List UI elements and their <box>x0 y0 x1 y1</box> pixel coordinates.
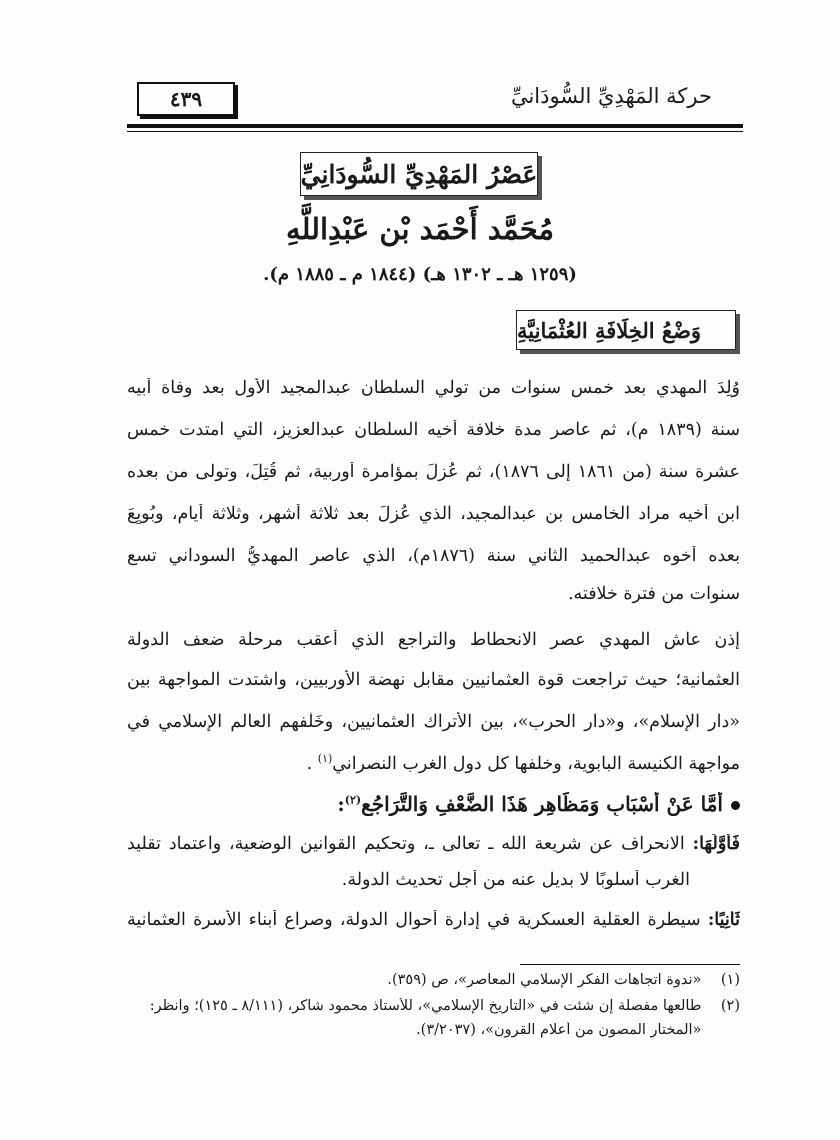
bullet-text: أَمَّا عَنْ أَسْبَابِ وَمَظَاهِرِ هَذَا الضَّعْفِ وَالتَّرَاجُعِ <box>361 792 723 816</box>
paragraph-line: سنوات من فترة خلافته. <box>567 584 740 604</box>
header-rule-thin <box>127 131 743 132</box>
footnote-number: (١) <box>720 972 740 988</box>
point-second <box>127 910 740 930</box>
paragraph-line: بعده أخوه عبدالحميد الثاني سنة (١٨٧٦م)، الذي عاصر المهديُّ السوداني تسع <box>127 546 740 566</box>
footnote-2 <box>127 998 740 1014</box>
chapter-subtitle: مُحَمَّد أَحْمَد بْن عَبْدِاللَّهِ <box>286 212 554 246</box>
footnote-ref-1: (١) <box>317 752 333 765</box>
footnote-text: طالعها مفصلة إن شئت في «التاريخ الإسلامي»، للأستاذ محمود شاكر، (٨/١١١ ـ ١٢٥)؛ وانظر: <box>149 998 702 1014</box>
point-first-label: فَأَوَّلُهَا: <box>692 834 740 854</box>
point-first <box>127 834 740 854</box>
bullet-end: : <box>337 792 345 816</box>
running-title: حركة المَهْدِيِّ السُّودَانيِّ <box>510 84 712 108</box>
paragraph-line-end: . <box>306 753 318 774</box>
paragraph-last-line <box>127 752 740 774</box>
footnote-text: «ندوة اتجاهات الفكر الإسلامي المعاصر»، ص (٣٥٩). <box>387 972 702 988</box>
section-heading: وَضْعُ الخِلَافَةِ العُثْمَانِيَّةِ <box>516 310 736 350</box>
point-second-text: سيطرة العقلية العسكرية في إدارة أحوال الدولة، وصراع أبناء الأسرة العثمانية <box>127 910 701 930</box>
paragraph-line: سنة (١٨٣٩ م)، ثم عاصر مدة خلافة أخيه السلطان عبدالعزيز، التي امتدت خمس <box>127 420 740 440</box>
paragraph-line: ابن أخيه مراد الخامس بن عبدالمجيد، الذي عُزِلَ بعد ثلاثة أشهر، وثلاثة أيام، وبُويِعَ <box>127 504 740 524</box>
bullet-heading <box>127 792 740 816</box>
footnote-text: «المختار المصون من أعلام القرون»، (٣/٢٠٣٧). <box>416 1022 702 1038</box>
footnote-ref-2: (٢) <box>344 793 362 807</box>
chapter-dates: (١٢٥٩ هـ ـ ١٣٠٢ هـ) (١٨٤٤ م ـ ١٨٨٥ م). <box>263 264 577 285</box>
paragraph-line-text: مواجهة الكنيسة البابوية، وخلفها كل دول الغرب النصراني <box>332 753 740 774</box>
point-second-label: ثَانِيًا: <box>707 910 740 930</box>
point-first-text: الانحراف عن شريعة الله ـ تعالى ـ، وتحكيم القوانين الوضعية، واعتماد تقليد <box>127 834 685 854</box>
footnote-number: (٢) <box>720 998 740 1014</box>
header-rule-thick <box>127 124 743 128</box>
paragraph-line: وُلِدَ المهدي بعد خمس سنوات من تولي السلطان عبدالمجيد الأول بعد وفاة أبيه <box>127 378 740 398</box>
footnote-1 <box>127 972 740 988</box>
paragraph-line: العثمانية؛ حيث تراجعت قوة العثمانيين مقابل نهضة الأوربيين، واشتدت المواجهة بين <box>127 670 740 690</box>
paragraph-line: إذن عاش المهدي عصر الانحطاط والتراجع الذي أعقب مرحلة ضعف الدولة <box>127 630 740 650</box>
page-number: ٤٣٩ <box>137 82 235 116</box>
footnote-rule <box>520 964 740 965</box>
chapter-title: عَصْرُ المَهْدِيِّ السُّودَانِيِّ <box>300 152 538 196</box>
point-first-continuation: الغرب أسلوبًا لا بديل عنه من أجل تحديث الدولة. <box>341 870 690 890</box>
bullet-icon <box>731 801 740 810</box>
paragraph-line: «دار الإسلام»، و«دار الحرب»، بين الأتراك العثمانيين، وخَلْفهم العالم الإسلامي في <box>127 712 740 732</box>
paragraph-line: عشرة سنة (من ١٨٦١ إلى ١٨٧٦)، ثم عُزِلَ بمؤامرة أوربية، ثم قُتِلَ، وتولى من بعده <box>127 462 740 482</box>
footnote-2-continuation <box>127 1022 740 1038</box>
